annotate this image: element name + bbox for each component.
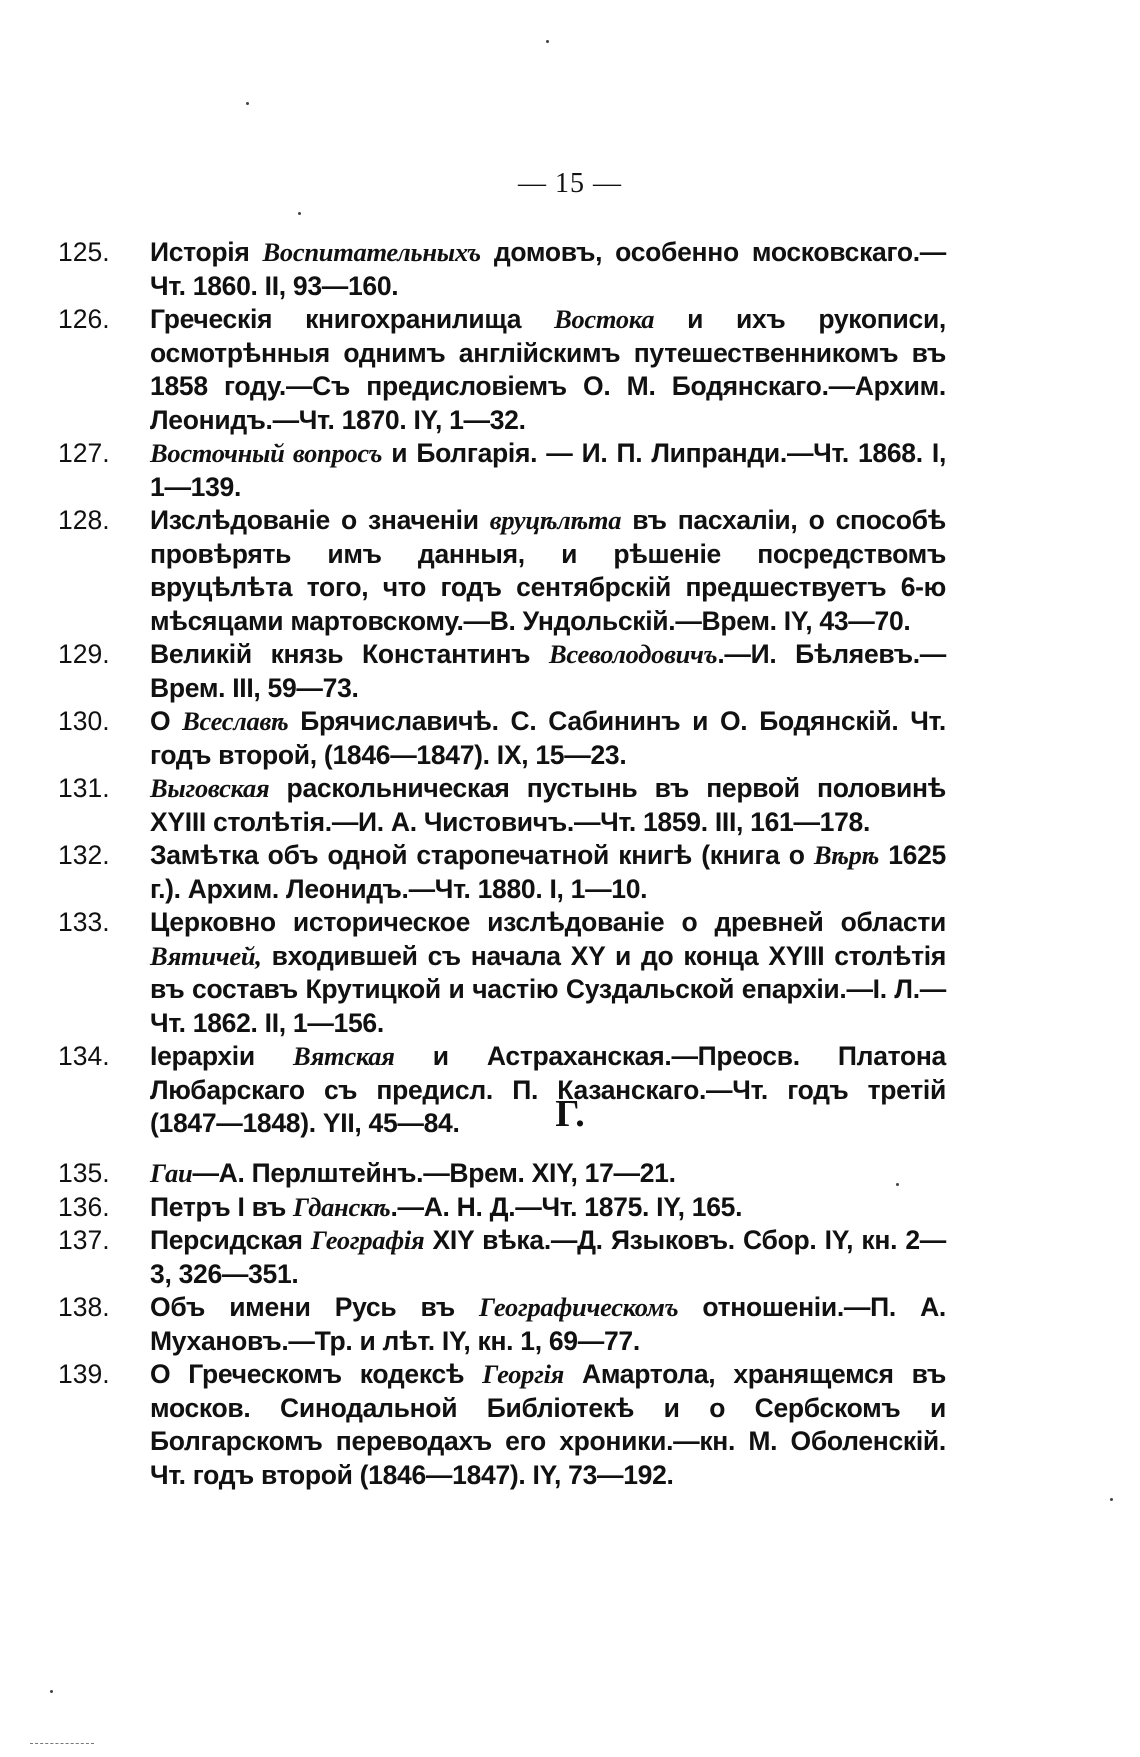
entry-text: и ихъ рукописи, осмотрѣнныя однимъ англійскимъ путешественникомъ въ 1858 году.—Съ предисловіемъ О. М. Бодянскаго.—Архим. Леонидъ.—Чт. 1870. IY, 1—32. xyxy=(150,304,946,435)
entry-text: О Греческомъ кодексѣ xyxy=(150,1359,483,1389)
entry-number: 139. xyxy=(58,1359,110,1389)
entry-number: 126. xyxy=(58,304,110,334)
entry-number: 137. xyxy=(58,1225,110,1255)
scan-edge-mark xyxy=(30,1743,94,1744)
entry-text: въ пасхаліи, о способѣ провѣрять имъ данныя, и рѣшеніе посредствомъ вруцѣлѣта того, что годъ сентябрскій предшествуетъ 6-ю мѣсяцами мартовскому.—В. Ундольскій.—Врем. IY, 43—70. xyxy=(150,505,946,636)
bibliography-entry xyxy=(58,236,947,303)
entry-title-italic: Выговская xyxy=(150,773,270,803)
entry-number: 134. xyxy=(58,1041,110,1071)
entry-text: и Астраханская.—Преосв. Платона Любарскаго съ предисл. П. Казанскаго.—Чт. годъ третій (1847—1848). YII, 45—84. xyxy=(150,1041,946,1138)
entry-title-italic: Гаи xyxy=(150,1158,193,1188)
entry-text: Церковно историческое изслѣдованіе о древней области xyxy=(150,907,946,937)
bibliography-entry xyxy=(58,303,946,437)
bibliography-entry xyxy=(58,906,946,1040)
entry-title-italic: Всеволодовичъ xyxy=(548,639,718,669)
bibliography-list-v xyxy=(58,236,947,1141)
entry-title-italic: Вятичей, xyxy=(150,940,262,971)
print-speck xyxy=(298,212,301,215)
entry-text: входившей съ начала XY и до конца XYIII столѣтія въ составъ Крутицкой и частію Суздальской епархіи.—I. Л.—Чт. 1862. II, 1—156. xyxy=(150,940,946,1038)
entry-text: и Болгарія. — И. П. Липранди.—Чт. 1868. I, 1—139. xyxy=(150,438,947,502)
entry-text: О xyxy=(150,706,183,736)
entry-text: домовъ, особенно московскаго.—Чт. 1860. II, 93—160. xyxy=(150,237,947,301)
entry-text: Изслѣдованіе о значеніи xyxy=(150,505,490,535)
entry-text: Петръ I въ xyxy=(150,1191,294,1222)
entry-title-italic: Востока xyxy=(554,304,655,334)
bibliography-entry xyxy=(58,504,946,638)
page-number: — 15 — xyxy=(518,168,622,199)
entry-number: 136. xyxy=(58,1191,110,1222)
print-speck xyxy=(896,1183,899,1186)
entry-text: 1625 г.). Архим. Леонидъ.—Чт. 1880. I, 1—10. xyxy=(150,840,946,904)
bibliography-entry xyxy=(58,1224,946,1291)
print-speck xyxy=(246,102,249,105)
entry-text: Брячиславичѣ. С. Сабининъ и О. Бодянскій. Чт. годъ второй, (1846—1847). IX, 15—23. xyxy=(150,706,946,770)
print-speck xyxy=(1110,1498,1113,1501)
entry-text: Амартола, хранящемся въ москов. Синодальной Библіотекѣ и о Сербскомъ и Болгарскомъ переводахъ его хроники.—кн. М. Оболенскій. Чт. годъ второй (1846—1847). IY, 73—192. xyxy=(150,1359,947,1490)
entry-number: 127. xyxy=(58,438,110,468)
entry-title-italic: Географія xyxy=(310,1225,425,1255)
entry-text: Іерархіи xyxy=(150,1041,293,1071)
entry-text: .—И. Бѣляевъ.—Врем. III, 59—73. xyxy=(150,639,946,703)
entry-text: .—А. Н. Д.—Чт. 1875. IY, 165. xyxy=(390,1191,743,1222)
entry-number: 132. xyxy=(58,840,110,870)
bibliography-list-g xyxy=(58,1157,947,1492)
entry-title-italic: Георгія xyxy=(482,1359,565,1389)
entry-text: Исторія xyxy=(150,237,263,267)
bibliography-entry xyxy=(58,437,947,504)
entry-number: 135. xyxy=(58,1158,110,1188)
print-speck xyxy=(50,1690,53,1693)
entry-text: XIY вѣка.—Д. Языковъ. Сбор. IY, кн. 2—3, 326—351. xyxy=(150,1225,946,1289)
entry-text: Персидская xyxy=(150,1225,311,1255)
entry-title-italic: Восточный вопросъ xyxy=(150,438,383,468)
entry-number: 138. xyxy=(58,1292,110,1322)
entry-text: Греческія книгохранилища xyxy=(150,304,555,334)
entry-number: 125. xyxy=(58,237,110,267)
entry-title-italic: Гданскѣ xyxy=(293,1191,391,1222)
entry-text: раскольническая пустынь въ первой половинѣ XYIII столѣтія.—И. А. Чистовичъ.—Чт. 1859. III, 161—178. xyxy=(150,773,946,837)
bibliography-entry xyxy=(58,638,946,705)
bibliography-entry xyxy=(58,772,946,839)
entry-title-italic: Вѣрѣ xyxy=(813,840,879,870)
entry-number: 129. xyxy=(58,639,110,669)
entry-text: Великій князь Константинъ xyxy=(150,639,549,669)
entry-number: 131. xyxy=(58,773,110,803)
entry-number: 133. xyxy=(58,907,110,937)
entry-text: отношеніи.—П. А. Мухановъ.—Тр. и лѣт. IY, кн. 1, 69—77. xyxy=(150,1292,946,1356)
entry-title-italic: Воспитательныхъ xyxy=(262,237,481,267)
entry-text: Объ имени Русь въ xyxy=(150,1292,479,1322)
entry-title-italic: Географическомъ xyxy=(479,1292,679,1322)
entry-number: 130. xyxy=(58,706,110,736)
section-heading: Г. xyxy=(555,1093,585,1135)
bibliography-entry xyxy=(58,1157,946,1191)
bibliography-entry xyxy=(58,705,946,772)
entry-title-italic: Всеславѣ xyxy=(182,706,289,736)
bibliography-entry xyxy=(58,1358,947,1492)
entry-title-italic: вруцѣлѣта xyxy=(489,505,622,535)
entry-text: —А. Перлштейнъ.—Врем. XIY, 17—21. xyxy=(192,1158,676,1188)
bibliography-entry xyxy=(58,839,946,906)
entry-number: 128. xyxy=(58,505,110,535)
bibliography-entry xyxy=(58,1191,946,1225)
entry-title-italic: Вятская xyxy=(293,1041,395,1071)
bibliography-entry xyxy=(58,1291,946,1358)
entry-text: Замѣтка объ одной старопечатной книгѣ (книга о xyxy=(150,840,814,870)
print-speck xyxy=(546,40,549,43)
